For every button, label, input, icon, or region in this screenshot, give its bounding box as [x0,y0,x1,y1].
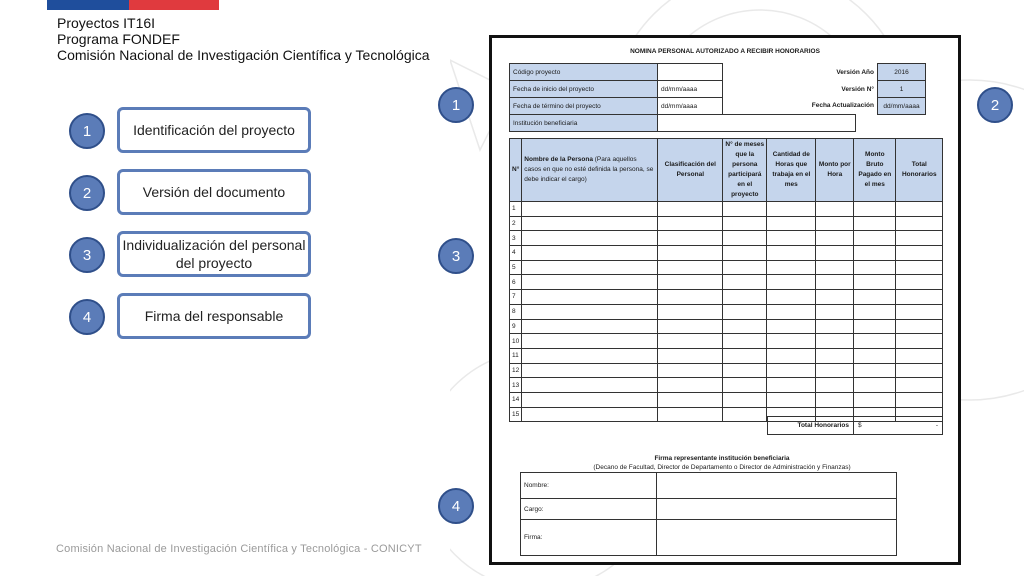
table-cell[interactable] [816,260,854,275]
table-cell[interactable] [854,216,896,231]
step-1-badge: 1 [69,113,105,149]
firma-cargo-label: Cargo: [521,499,657,520]
table-cell[interactable] [816,319,854,334]
table-cell[interactable] [522,260,658,275]
total-value: - [935,422,938,429]
form-title: NOMINA PERSONAL AUTORIZADO A RECIBIR HONORARIOS [630,48,820,55]
table-cell[interactable] [896,202,943,217]
row-number: 10 [510,334,522,349]
table-cell[interactable] [767,304,816,319]
step-4-label: Firma del responsable [144,308,284,324]
firma-firma-field[interactable] [657,520,897,556]
row-number: 13 [510,378,522,393]
col-horas: Cantidad de Horas que trabaja en el mes [767,139,816,202]
step-3-label: Individualización del personal del proyecto [122,237,306,271]
table-row [510,216,943,231]
step-3-badge: 3 [69,237,105,273]
table-cell[interactable] [854,378,896,393]
table-cell[interactable] [658,407,723,422]
table-cell[interactable] [854,319,896,334]
table-cell[interactable] [723,392,767,407]
honorarios-form [489,35,961,565]
table-row [510,334,943,349]
table-cell[interactable] [896,319,943,334]
table-cell[interactable] [658,202,723,217]
row-number: 2 [510,216,522,231]
table-cell[interactable] [723,378,767,393]
table-cell[interactable] [658,216,723,231]
col-monto-bruto: Monto Bruto Pagado en el mes [854,139,896,202]
col-meses: N° de meses que la persona participará en el proyecto [723,139,767,202]
table-cell[interactable] [896,334,943,349]
table-cell[interactable] [767,334,816,349]
table-cell[interactable] [522,290,658,305]
marker-1: 1 [438,87,474,123]
step-3-box [117,231,311,277]
table-cell[interactable] [658,304,723,319]
fecha-inicio-field[interactable]: dd/mm/aaaa [658,81,723,98]
row-number: 5 [510,260,522,275]
table-cell[interactable] [767,290,816,305]
row-number: 12 [510,363,522,378]
table-cell[interactable] [767,392,816,407]
table-cell[interactable] [896,392,943,407]
col-clasificacion: Clasificación del Personal [658,139,723,202]
header-line-1: Proyectos IT16I [57,15,156,31]
table-cell[interactable] [816,246,854,261]
table-row [510,290,943,305]
table-cell[interactable] [658,290,723,305]
version-n-value[interactable]: 1 [878,81,926,98]
firma-subtitle: (Decano de Facultad, Director de Departamento o Director de Administración y Finanzas) [593,464,851,471]
table-cell[interactable] [854,275,896,290]
table-cell[interactable] [816,378,854,393]
table-cell[interactable] [896,231,943,246]
fecha-termino-label: Fecha de término del proyecto [510,98,658,115]
institucion-label: Institución beneficiaria [510,115,658,132]
table-cell[interactable] [896,260,943,275]
table-cell[interactable] [723,348,767,363]
version-anio-value[interactable]: 2016 [878,64,926,81]
total-label: Total Honorarios [768,417,854,435]
table-row [510,275,943,290]
table-cell[interactable] [816,202,854,217]
table-cell[interactable] [767,246,816,261]
table-cell[interactable] [723,319,767,334]
codigo-label: Código proyecto [510,64,658,81]
flag-red-stripe [129,0,219,10]
table-cell[interactable] [723,231,767,246]
table-cell[interactable] [723,407,767,422]
table-cell[interactable] [816,334,854,349]
fecha-actualizacion-label: Fecha Actualización [811,102,874,110]
table-cell[interactable] [767,216,816,231]
table-cell[interactable] [896,348,943,363]
step-4-box [117,293,311,339]
col-nombre: Nombre de la Persona (Para aquellos casos en que no esté definida la persona, se debe indicar el cargo) [522,139,658,202]
version-anio-label: Versión Año [836,68,874,76]
firma-heading [520,454,924,472]
table-row [510,246,943,261]
version-n-label: Versión N° [841,85,874,93]
table-cell[interactable] [854,260,896,275]
table-cell[interactable] [816,304,854,319]
table-row [510,348,943,363]
table-cell[interactable] [522,363,658,378]
table-row [510,304,943,319]
codigo-field[interactable] [658,64,723,81]
firma-cargo-field[interactable] [657,499,897,520]
table-cell[interactable] [723,260,767,275]
table-cell[interactable] [522,216,658,231]
fecha-actualizacion-value[interactable]: dd/mm/aaaa [878,98,926,115]
marker-2: 2 [977,87,1013,123]
table-cell[interactable] [854,348,896,363]
table-cell[interactable] [522,348,658,363]
table-row [510,378,943,393]
table-cell[interactable] [896,290,943,305]
table-row [510,392,943,407]
marker-3: 3 [438,238,474,274]
col-nombre-note: (Para aquellos casos en que no esté definida la persona, se debe indicar el cargo) [524,156,654,183]
table-cell[interactable] [723,363,767,378]
table-cell[interactable] [658,348,723,363]
header-line-2: Programa FONDEF [57,31,180,47]
table-cell[interactable] [767,363,816,378]
table-cell[interactable] [522,304,658,319]
row-number: 14 [510,392,522,407]
total-table [767,416,943,435]
table-row [510,202,943,217]
table-row [510,319,943,334]
firma-title: Firma representante institución beneficiaria [654,455,790,462]
table-cell[interactable] [723,275,767,290]
row-number: 9 [510,319,522,334]
table-cell[interactable] [767,275,816,290]
fecha-termino-field[interactable]: dd/mm/aaaa [658,98,723,115]
row-number: 4 [510,246,522,261]
step-1-label: Identificación del proyecto [133,122,295,138]
step-2-label: Versión del documento [142,184,286,200]
table-cell[interactable] [816,363,854,378]
table-cell[interactable] [658,246,723,261]
table-cell[interactable] [723,246,767,261]
table-cell[interactable] [767,231,816,246]
table-cell[interactable] [658,260,723,275]
table-cell[interactable] [896,304,943,319]
row-number: 15 [510,407,522,422]
table-cell[interactable] [854,202,896,217]
col-n: N° [510,139,522,202]
table-cell[interactable] [658,334,723,349]
table-cell[interactable] [854,363,896,378]
table-cell[interactable] [854,246,896,261]
table-cell[interactable] [816,275,854,290]
table-cell[interactable] [522,246,658,261]
table-cell[interactable] [767,260,816,275]
col-total: Total Honorarios [896,139,943,202]
project-info-table [509,63,926,132]
table-cell[interactable] [658,363,723,378]
table-cell[interactable] [767,202,816,217]
table-cell[interactable] [522,202,658,217]
table-cell[interactable] [522,378,658,393]
table-cell[interactable] [854,392,896,407]
table-cell[interactable] [522,275,658,290]
table-cell[interactable] [723,216,767,231]
table-cell[interactable] [658,275,723,290]
table-cell[interactable] [658,319,723,334]
table-cell[interactable] [854,304,896,319]
personal-table [509,138,943,422]
row-number: 6 [510,275,522,290]
table-row [510,231,943,246]
table-cell[interactable] [522,334,658,349]
table-cell[interactable] [767,378,816,393]
table-cell[interactable] [658,392,723,407]
row-number: 11 [510,348,522,363]
step-2-box [117,169,311,215]
table-cell[interactable] [854,290,896,305]
table-cell[interactable] [522,319,658,334]
table-cell[interactable] [854,231,896,246]
table-cell[interactable] [816,216,854,231]
table-cell[interactable] [658,231,723,246]
presentation-header [57,15,430,63]
table-cell[interactable] [723,202,767,217]
personal-rows [510,202,943,422]
table-cell[interactable] [896,246,943,261]
table-cell[interactable] [896,275,943,290]
institucion-field[interactable] [658,115,856,132]
total-value-cell [854,417,943,435]
row-number: 8 [510,304,522,319]
firma-firma-label: Firma: [521,520,657,556]
table-cell[interactable] [896,378,943,393]
flag-blue-stripe [47,0,129,10]
step-1-box [117,107,311,153]
table-row [510,363,943,378]
row-number: 7 [510,290,522,305]
table-cell[interactable] [854,334,896,349]
row-number: 3 [510,231,522,246]
row-number: 1 [510,202,522,217]
table-cell[interactable] [896,363,943,378]
total-currency: $ [858,422,862,429]
fecha-inicio-label: Fecha de inicio del proyecto [510,81,658,98]
table-cell[interactable] [816,231,854,246]
marker-4: 4 [438,488,474,524]
footer-text: Comisión Nacional de Investigación Científica y Tecnológica - CONICYT [56,543,422,555]
table-cell[interactable] [723,290,767,305]
table-cell[interactable] [816,392,854,407]
header-line-3: Comisión Nacional de Investigación Científica y Tecnológica [57,47,430,63]
table-cell[interactable] [816,290,854,305]
step-4-badge: 4 [69,299,105,335]
table-cell[interactable] [522,407,658,422]
table-cell[interactable] [767,319,816,334]
step-2-badge: 2 [69,175,105,211]
table-row [510,260,943,275]
firma-nombre-field[interactable] [657,473,897,499]
table-cell[interactable] [896,216,943,231]
table-cell[interactable] [522,231,658,246]
table-cell[interactable] [522,392,658,407]
table-cell[interactable] [658,378,723,393]
table-cell[interactable] [767,348,816,363]
table-cell[interactable] [723,334,767,349]
table-cell[interactable] [816,348,854,363]
col-monto-hora: Monto por Hora [816,139,854,202]
firma-nombre-label: Nombre: [521,473,657,499]
table-cell[interactable] [723,304,767,319]
firma-table [520,472,897,556]
